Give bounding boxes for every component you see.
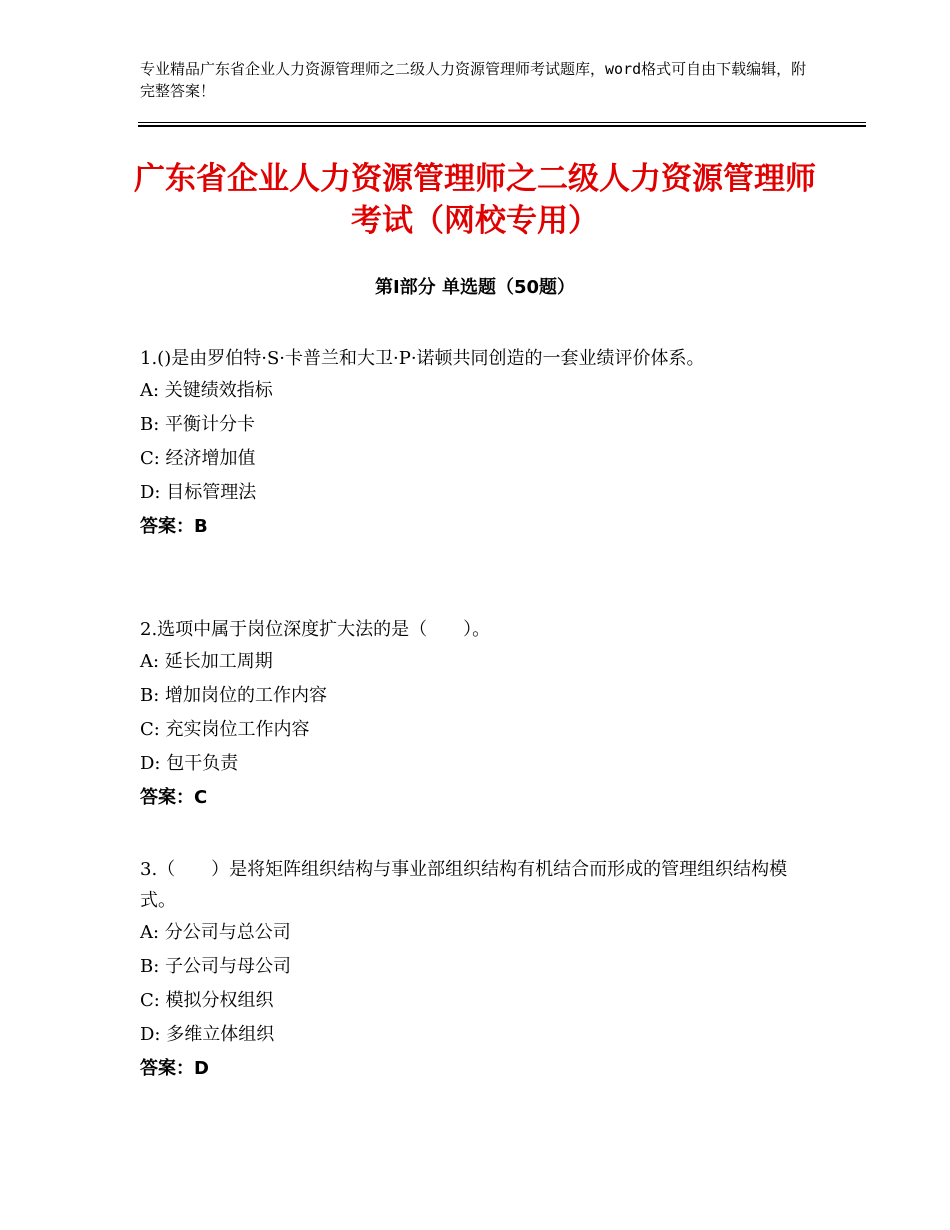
header-divider-thin [138,122,866,123]
option-c: C: 模拟分权组织 [140,990,274,1011]
option-d: D: 多维立体组织 [140,1024,275,1045]
question-3 [140,854,810,1086]
option-a: A: 关键绩效指标 [140,380,273,401]
header-divider-thick [138,125,866,127]
option-d: D: 包干负责 [140,753,239,774]
question-1 [140,343,810,544]
question-stem: 3.（ ）是将矩阵组织结构与事业部组织结构有机结合而形成的管理组织结构模式。 [140,859,788,911]
option-b: B: 平衡计分卡 [140,414,256,435]
question-stem: 1.()是由罗伯特·S·卡普兰和大卫·P·诺顿共同创造的一套业绩评价体系。 [140,348,705,369]
option-c: C: 充实岗位工作内容 [140,719,310,740]
option-b: B: 增加岗位的工作内容 [140,685,328,706]
answer: 答案：D [140,1058,209,1079]
section-title: 第Ⅰ部分 单选题（50题） [374,277,575,298]
question-2 [140,614,810,815]
option-d: D: 目标管理法 [140,482,257,503]
option-c: C: 经济增加值 [140,448,256,469]
option-b: B: 子公司与母公司 [140,956,292,977]
answer: 答案：B [140,516,208,537]
document-title: 广东省企业人力资源管理师之二级人力资源管理师考试（网校专用） [134,161,816,239]
option-a: A: 分公司与总公司 [140,922,291,943]
option-a: A: 延长加工周期 [140,651,273,672]
header-note: 专业精品广东省企业人力资源管理师之二级人力资源管理师考试题库，word格式可自由下载编辑，附完整答案！ [140,60,807,100]
answer: 答案：C [140,787,208,808]
question-stem: 2.选项中属于岗位深度扩大法的是（ ）。 [140,619,491,640]
